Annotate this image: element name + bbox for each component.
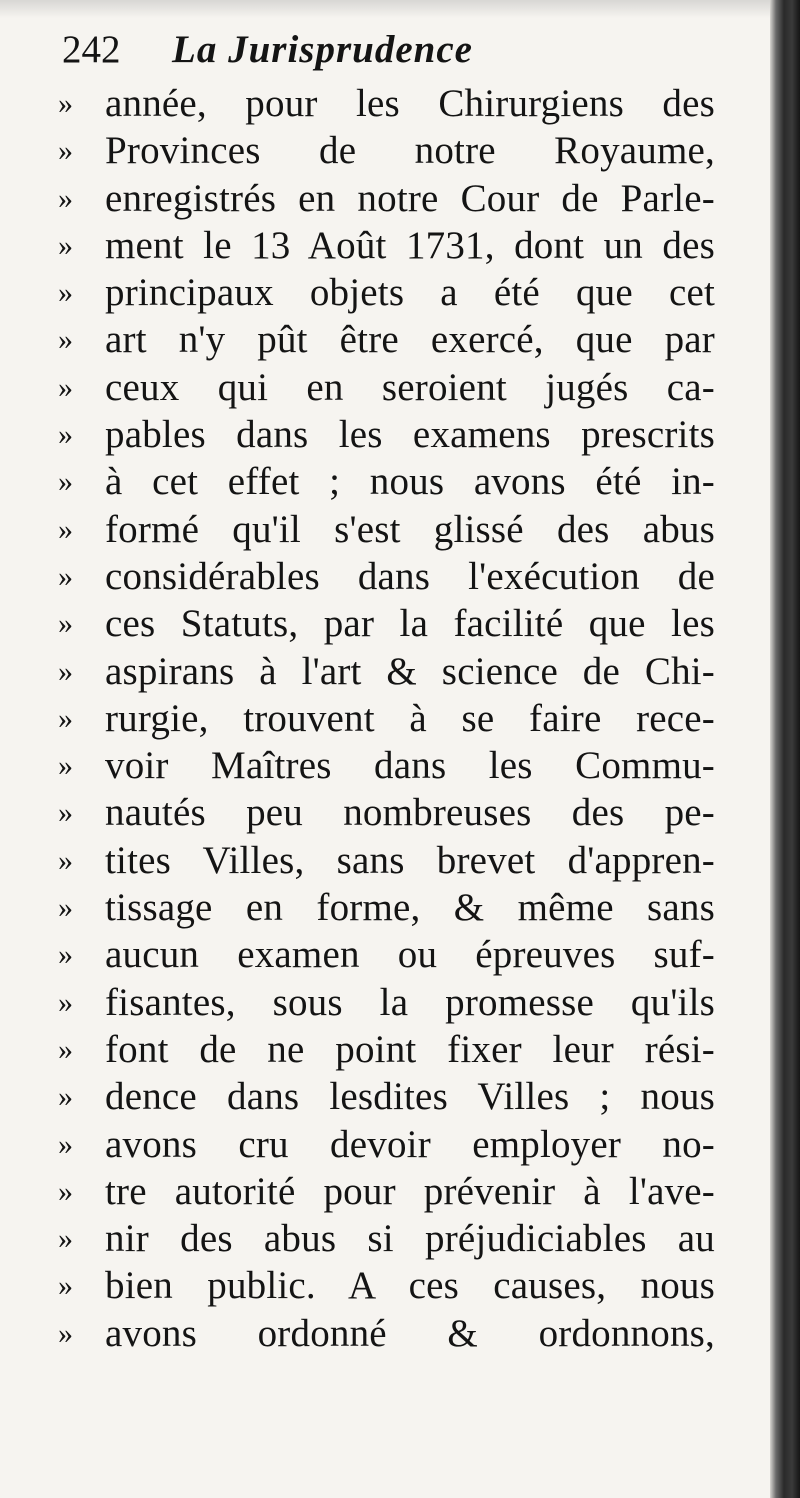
quotation-mark: » [58, 1269, 73, 1303]
quotation-mark: » [58, 323, 73, 357]
text-line [58, 364, 718, 411]
text-line [58, 1262, 718, 1309]
text-line [58, 127, 718, 174]
text-line [58, 1310, 718, 1357]
text-line [58, 1215, 718, 1262]
line-text: à cet effet ; nous avons été in- [105, 460, 715, 504]
text-line [58, 80, 718, 127]
text-line [58, 316, 718, 363]
line-text: nir des abus si préjudiciables au [105, 1217, 715, 1261]
quotation-mark: » [58, 1080, 73, 1114]
text-line [58, 931, 718, 978]
quotation-mark: » [58, 985, 73, 1019]
line-text: avons cru devoir employer no- [105, 1122, 715, 1166]
text-line [58, 742, 718, 789]
text-line [58, 695, 718, 742]
line-text: tissage en forme, & même sans [105, 886, 715, 930]
text-line [58, 979, 718, 1026]
quotation-mark: » [58, 418, 73, 452]
quotation-mark: » [58, 1316, 73, 1350]
quotation-mark: » [58, 181, 73, 215]
text-line [58, 600, 718, 647]
quotation-mark: » [58, 749, 73, 783]
line-text: rurgie, trouvent à se faire rece- [105, 696, 715, 740]
text-line [58, 1168, 718, 1215]
quotation-mark: » [58, 134, 73, 168]
line-text: fisantes, sous la promesse qu'ils [105, 980, 715, 1024]
line-text: bien public. A ces causes, nous [105, 1264, 715, 1308]
line-text: font de ne point fixer leur rési- [105, 1027, 715, 1071]
quotation-mark: » [58, 1174, 73, 1208]
line-text: art n'y pût être exercé, que par [105, 318, 715, 362]
quotation-mark: » [58, 559, 73, 593]
running-head [62, 22, 582, 78]
line-text: avons ordonné & ordonnons, [105, 1311, 715, 1355]
text-line [58, 506, 718, 553]
line-text: ment le 13 Août 1731, dont un des [105, 223, 715, 267]
quotation-mark: » [58, 843, 73, 877]
quotation-mark: » [58, 891, 73, 925]
quotation-mark: » [58, 370, 73, 404]
page-number: 242 [62, 28, 121, 71]
line-text: année, pour les Chirurgiens des [105, 82, 715, 125]
quotation-mark: » [58, 701, 73, 735]
quotation-mark: » [58, 1127, 73, 1161]
quotation-mark: » [58, 1032, 73, 1066]
text-line [58, 1073, 718, 1120]
quotation-mark: » [58, 796, 73, 830]
quotation-mark: » [58, 654, 73, 688]
book-binding-edge [770, 0, 800, 1498]
line-text: formé qu'il s'est glissé des abus [105, 507, 715, 551]
line-text: considérables dans l'exécution de [105, 554, 715, 598]
text-line [58, 789, 718, 836]
text-line [58, 648, 718, 695]
line-text: dence dans lesdites Villes ; nous [105, 1075, 715, 1119]
text-line [58, 837, 718, 884]
line-text: tre autorité pour prévenir à l'ave- [105, 1169, 715, 1213]
running-title: La Jurisprudence [172, 28, 473, 71]
quotation-mark: » [58, 512, 73, 546]
quotation-mark: » [58, 228, 73, 262]
line-text: tites Villes, sans brevet d'appren- [105, 838, 715, 882]
line-text: aucun examen ou épreuves suf- [105, 933, 715, 977]
text-line [58, 1121, 718, 1168]
text-line [58, 884, 718, 931]
line-text: aspirans à l'art & science de Chi- [105, 649, 715, 693]
line-text: voir Maîtres dans les Commu- [105, 744, 715, 788]
quotation-mark: » [58, 1222, 73, 1256]
text-line [58, 411, 718, 458]
quotation-mark: » [58, 465, 73, 499]
quotation-mark: » [58, 276, 73, 310]
line-text: nautés peu nombreuses des pe- [105, 791, 715, 835]
page-top-shadow [0, 0, 800, 18]
line-text: ceux qui en seroient jugés ca- [105, 365, 715, 409]
quotation-mark: » [58, 607, 73, 641]
text-line [58, 269, 718, 316]
line-text: principaux objets a été que cet [105, 271, 715, 315]
line-text: pables dans les examens prescrits [105, 413, 715, 457]
line-text: Provinces de notre Royaume, [105, 129, 715, 173]
quotation-mark: » [58, 87, 73, 120]
text-line [58, 1026, 718, 1073]
body-text [58, 80, 718, 1357]
text-line [58, 553, 718, 600]
quotation-mark: » [58, 938, 73, 972]
text-line [58, 222, 718, 269]
text-line [58, 458, 718, 505]
line-text: enregistrés en notre Cour de Parle- [105, 176, 715, 220]
line-text: ces Statuts, par la facilité que les [105, 602, 715, 646]
text-line [58, 175, 718, 222]
